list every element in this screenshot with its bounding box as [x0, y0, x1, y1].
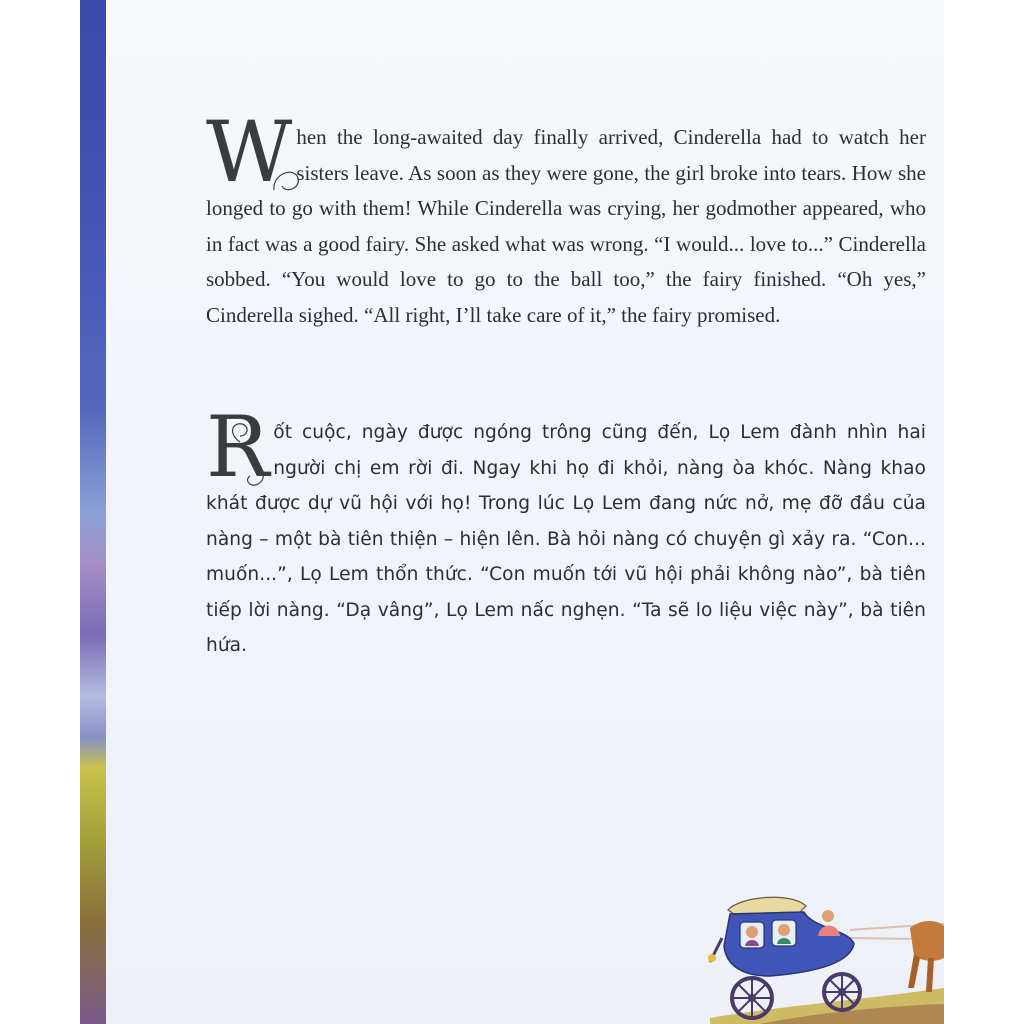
english-dropcap: W: [206, 103, 293, 201]
english-paragraph: [206, 103, 926, 333]
vietnamese-paragraph: [206, 398, 926, 664]
scan-margin-right: [944, 0, 1024, 1024]
vietnamese-paragraph-text: ốt cuộc, ngày được ngóng trông cũng đến, Lọ Lem đành nhìn hai người chị em rời đi. Ngay khi họ đi khỏi, nàng òa khóc. Nàng khao khát được dự vũ hội với họ! Trong lúc Lọ Lem đang nức nở, mẹ đỡ đầu của nàng – một bà tiên thiện – hiện lên. Bà hỏi nàng có chuyện gì xảy ra. “Con... muốn...”, Lọ Lem thổn thức. “Con muốn tới vũ hội phải không nào”, bà tiên tiếp lời nàng. “Dạ vâng”, Lọ Lem nấc nghẹn. “Ta sẽ lo liệu việc này”, bà tiên hứa.: [206, 422, 926, 656]
english-paragraph-text: hen the long-awaited day finally arrived, Cinderella had to watch her sisters leave. As soon as they were gone, the girl broke into tears. How she longed to go with them! While Cinderella was crying, her godmother appeared, who in fact was a good fairy. She asked what was wrong. “I would... love to...” Cinderella sobbed. “You would love to go to the ball too,” the fairy finished. “Oh yes,” Cinderella sighed. “All right, I’ll take care of it,” the fairy promised.: [206, 125, 926, 327]
horse-carriage-illustration-icon: [700, 888, 944, 1024]
vietnamese-dropcap: R: [206, 398, 270, 496]
scan-margin-left: [0, 0, 80, 1024]
book-spine-strip: [80, 0, 106, 1024]
